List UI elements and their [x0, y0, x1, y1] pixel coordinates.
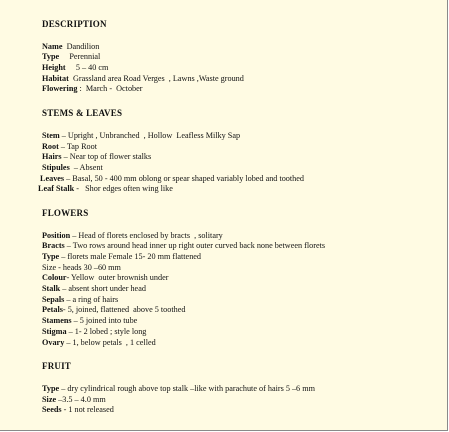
row-value: – 1- 2 lobed ; style long: [66, 326, 147, 336]
type-row: [42, 252, 442, 263]
stems-leaves-section: [38, 108, 442, 195]
row-value: – 1, below petals , 1 celled: [64, 337, 156, 347]
stigma-row: [42, 327, 442, 338]
row-key: Stalk: [42, 284, 61, 294]
row-key: Stipules: [42, 162, 70, 172]
row-key: Habitat: [42, 73, 69, 83]
hairs-row: [42, 152, 442, 163]
leaves-row: [40, 174, 442, 185]
row-value: : March - October: [77, 84, 143, 94]
size-row: [42, 263, 442, 274]
row-key: Stem: [42, 130, 60, 140]
row-value: – Two rows around head inner up right outer curved back none between florets: [64, 241, 326, 251]
row-value: – florets male Female 15- 20 mm flattened: [59, 252, 202, 262]
row-value: – Near top of flower stalks: [61, 152, 152, 162]
row-key: Height: [42, 63, 66, 73]
stem-row: [42, 131, 442, 142]
leaf-stalk-row: [38, 184, 442, 195]
row-value: 5 – 40 cm: [65, 63, 109, 73]
fruit-size-row: [42, 395, 442, 406]
row-key: Hairs: [42, 152, 62, 162]
row-key: Colour: [42, 273, 67, 283]
habitat-row: [42, 74, 442, 85]
row-key: Sepals: [42, 294, 65, 304]
row-value: - Yellow outer brownish under: [66, 273, 169, 283]
root-row: [42, 142, 442, 153]
petals-row: [42, 305, 442, 316]
row-key: Type: [42, 252, 60, 262]
row-value: – Tap Root: [58, 141, 97, 151]
row-key: Petals: [42, 305, 63, 315]
plant-description: [38, 19, 442, 429]
row-value: – Absent: [69, 162, 103, 172]
row-key: Size: [42, 262, 57, 272]
row-key: Position: [42, 230, 71, 240]
colour-row: [42, 273, 442, 284]
ovary-row: [42, 338, 442, 349]
type-row: [42, 52, 442, 63]
row-value: – Basal, 50 - 400 mm oblong or spear shaped variably lobed and toothed: [64, 173, 304, 183]
row-key: Type: [42, 52, 60, 62]
row-value: – 5 joined into tube: [71, 316, 138, 326]
row-value: Grassland area Road Verges , Lawns ,Waste ground: [68, 73, 244, 83]
description-heading: DESCRIPTION: [42, 19, 107, 29]
row-key: Ovary: [42, 337, 65, 347]
row-key: Size: [42, 394, 57, 404]
description-section: [42, 19, 442, 95]
stamens-row: [42, 316, 442, 327]
stipules-row: [42, 163, 442, 174]
bracts-row: [42, 241, 442, 252]
row-value: - 5, joined, flattened above 5 toothed: [62, 305, 186, 315]
stems-leaves-heading: STEMS & LEAVES: [42, 108, 123, 119]
row-value: Dandilion: [62, 41, 100, 51]
seeds-row: [42, 405, 442, 416]
row-value: – Upright , Unbranched , Hollow Leafless Milky Sap: [59, 130, 241, 140]
row-key: Stamens: [42, 316, 72, 326]
row-key: Stigma: [42, 326, 67, 336]
row-value: – Head of florets enclosed by bracts , solitary: [70, 230, 223, 240]
row-value: - Shor edges often wing like: [74, 184, 173, 194]
row-value: – a ring of hairs: [64, 294, 119, 304]
row-key: Leaves: [40, 173, 65, 183]
fruit-type-row: [42, 384, 442, 395]
flowers-section: [42, 208, 442, 348]
row-value: - heads 30 –60 mm: [56, 262, 121, 272]
height-row: [42, 63, 442, 74]
row-value: Perennial: [59, 52, 101, 62]
row-value: – dry cylindrical rough above top stalk –like with parachute of hairs 5 –6 mm: [59, 383, 315, 393]
fruit-section: [42, 361, 442, 416]
row-key: Flowering: [42, 84, 78, 94]
row-key: Seeds: [42, 405, 62, 415]
row-key: Bracts: [42, 241, 65, 251]
row-key: Name: [42, 41, 63, 51]
row-key: Type: [42, 383, 60, 393]
fruit-heading: FRUIT: [42, 361, 72, 372]
sepals-row: [42, 295, 442, 306]
name-row: [42, 42, 442, 53]
position-row: [42, 231, 442, 242]
flowering-row: [42, 84, 442, 95]
flowers-heading: FLOWERS: [42, 207, 89, 218]
stalk-row: [42, 284, 442, 295]
row-key: Root: [42, 141, 59, 151]
row-value: - 1 not released: [61, 405, 114, 415]
row-value: – absent short under head: [60, 284, 146, 294]
row-value: –3.5 – 4.0 mm: [56, 394, 106, 404]
row-key: Leaf Stalk: [38, 184, 75, 194]
